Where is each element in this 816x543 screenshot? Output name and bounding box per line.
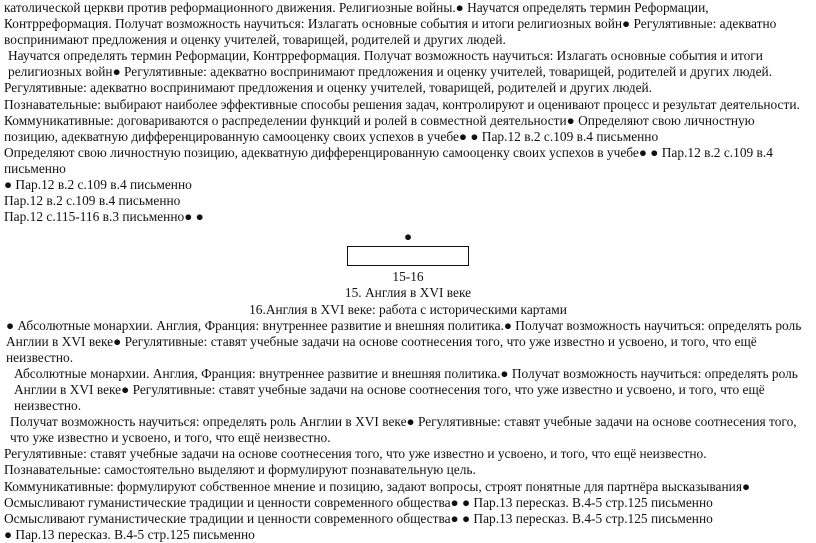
lesson-number: 15-16: [392, 269, 424, 285]
paragraph-reformation-intro: католической церкви против реформационного движения. Религиозные войны.● Научатся определять термин Реформации, Контрреформация. Получат возможность научиться: Излагать основные события и итоги религиозных войн● Регулятивные: адекватно воспринимают предложения и оценку учителей, товарищей, родителей и других людей.: [4, 0, 777, 48]
paragraph-communicative: Коммуникативные: договариваются о распределении функций и ролей в совместной деятельности● Определяют свою личностную позицию, адекватную дифференцированную самооценку своих успехов в учебе● ● Пар.12 в.2 с.109 в.4 письменно: [4, 112, 755, 144]
paragraph-regulative: Регулятивные: адекватно воспринимают предложения и оценку учителей, товарищей, родителей и других людей.: [4, 80, 653, 96]
paragraph-absolute-monarchies-2: Абсолютные монархии. Англия, Франция: внутреннее развитие и внешняя политика.● Получат возможность научиться: определять роль Англии в XVI веке● Регулятивные: ставят учебные задачи на основе соотнесения того, что уже известно и усвоено, и того, что ещё неизвестно.: [14, 365, 798, 414]
paragraph-england-role: Получат возможность научиться: определять роль Англии в XVI веке● Регулятивные: ставят учебные задачи на основе соотнесения того, что уже известно и усвоено, и того, что ещё неизвестно.: [10, 414, 797, 446]
paragraph-homework-1: ● Пар.12 в.2 с.109 в.4 письменно: [4, 177, 192, 193]
paragraph-reformation-goals: Научатся определять термин Реформации, Контрреформация. Получат возможность научиться: Излагать основные события и итоги религиозных войн● Регулятивные: адекватно воспринимают предложения и оценку учителей, товарищей, родителей и других людей.: [8, 48, 773, 80]
document-page: [4, 0, 812, 543]
lesson-title: 15. Англия в XVI веке: [344, 285, 472, 301]
paragraph-regulative-tasks: Регулятивные: ставят учебные задачи на основе соотнесения того, что уже известно и усвоено, и того, что ещё неизвестно.: [4, 446, 707, 462]
paragraph-homework-3: Пар.12 с.115-116 в.3 письменно● ●: [4, 209, 204, 225]
empty-box: [347, 246, 469, 266]
paragraph-humanistic-traditions: Осмысливают гуманистические традиции и ценности современного общества● ● Пар.13 пересказ. В.4-5 стр.125 письменно: [4, 510, 713, 526]
paragraph-absolute-monarchies: ● Абсолютные монархии. Англия, Франция: внутреннее развитие и внешняя политика.● Получат возможность научиться: определять роль Англии в XVI веке● Регулятивные: ставят учебные задачи на основе соотнесения того, что уже известно и усвоено, и того, что ещё неизвестно.: [6, 317, 802, 365]
paragraph-homework-4: ● Пар.13 пересказ. В.4-5 стр.125 письменно: [4, 526, 255, 542]
paragraph-cognitive: Познавательные: выбирают наиболее эффективные способы решения задач, контролируют и оценивают процесс и результат деятельности.: [4, 96, 800, 112]
lesson-subtitle: 16.Англия в XVI веке: работа с историческими картами: [249, 301, 567, 317]
center-bullet: ●: [403, 229, 413, 245]
paragraph-homework-2: Пар.12 в.2 с.109 в.4 письменно: [4, 193, 181, 209]
paragraph-communicative-opinion: Коммуникативные: формулируют собственное мнение и позицию, задают вопросы, строят понятные для партнёра высказывания● Осмысливают гуманистические традиции и ценности современного общества● ● Пар.13 пересказ. В.4-5 стр.125 письменно: [4, 478, 751, 510]
paragraph-cognitive-goal: Познавательные: самостоятельно выделяют и формулируют познавательную цель.: [4, 462, 476, 478]
paragraph-personal-position: Определяют свою личностную позицию, адекватную дифференцированную самооценку своих успехов в учебе● ● Пар.12 в.2 с.109 в.4 письменно: [4, 144, 773, 176]
